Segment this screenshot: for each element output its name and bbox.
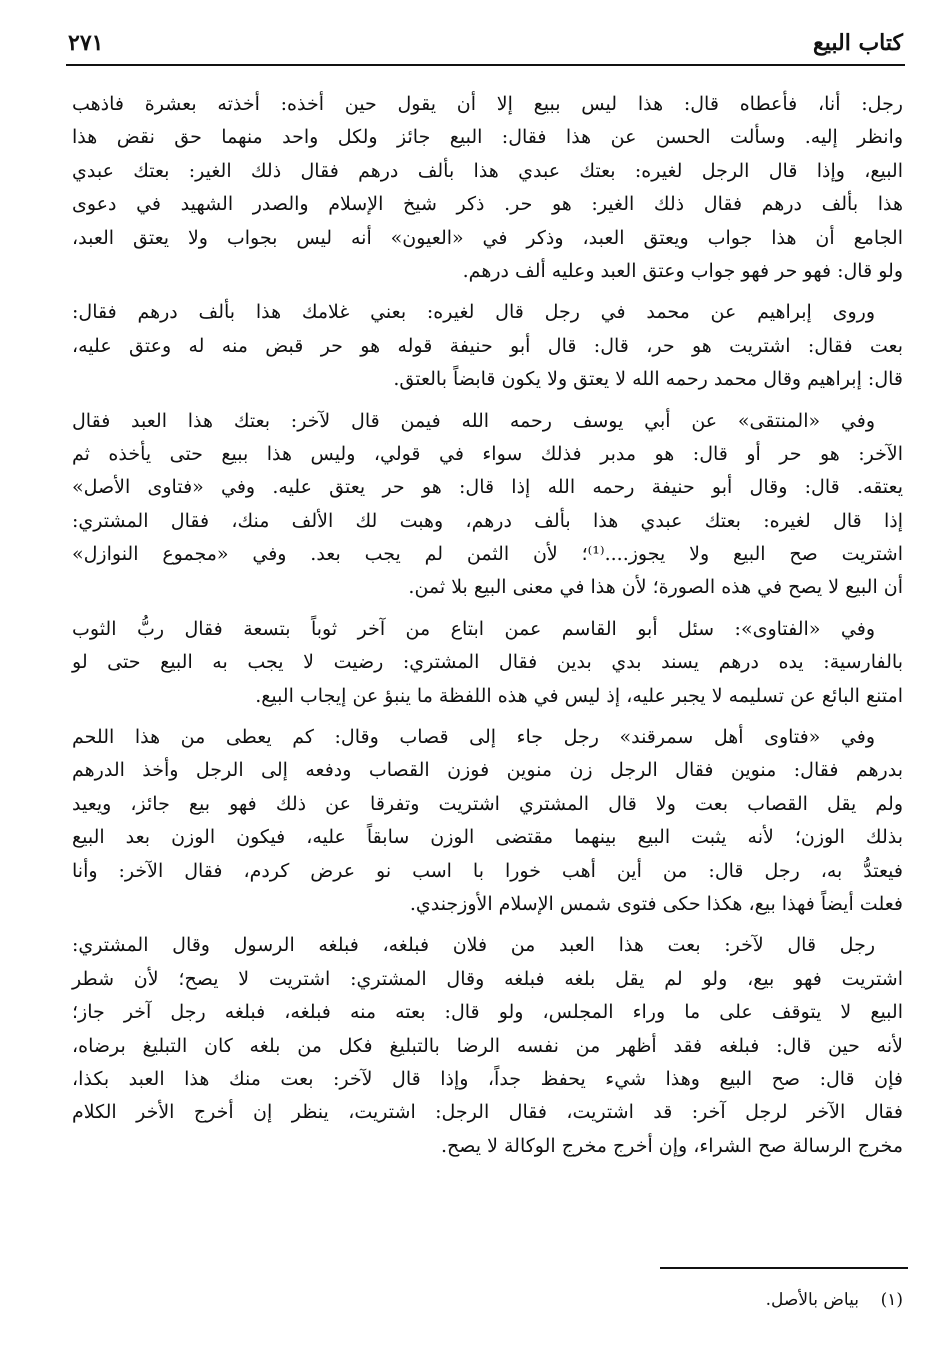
text-line: امتنع البائع عن تسليمه لا يجبر عليه، إذ ليس في هذه اللفظة ما ينبؤ عن إيجاب البيع. bbox=[255, 684, 903, 707]
text-line: يعتقه. قال: وقال أبو حنيفة رحمه الله إذا قال: هو حر يعتق عليه. وفي «فتاوى الأصل» bbox=[72, 476, 903, 499]
paragraph bbox=[72, 613, 903, 713]
text-line: البيع، وإذا قال الرجل لغيره: بعتك عبدي هذا بألف درهم فقال ذلك الغير: بعتك عبدي bbox=[72, 159, 903, 182]
text-line: وفي «المنتقى» عن أبي يوسف رحمه الله فيمن قال لآخر: بعتك هذا العبد فقال bbox=[72, 409, 875, 432]
text-line: وروى إبراهيم عن محمد في رجل قال لغيره: بعني غلامك هذا بألف درهم فقال: bbox=[72, 301, 875, 324]
text-line: لأنه حين قال: فبلغه فقد أظهر من نفسه الرضا بالتبليغ فكل من بلغه كان التبليغ برضاه، bbox=[72, 1034, 903, 1057]
text-line: أن البيع لا يصح في هذه الصورة؛ لأن هذا في معنى البيع بلا ثمن. bbox=[408, 576, 903, 599]
paragraph bbox=[72, 296, 903, 396]
text-line: وانظر إليه. وسألت الحسن عن هذا فقال: البيع جائز ولكل واحد منهما حق نقض هذا bbox=[72, 126, 903, 149]
paragraph bbox=[72, 88, 903, 288]
footnote-rule bbox=[660, 1267, 908, 1269]
text-line: اشتريت فهو بيع، ولو لم يقل بلغه فبلغه وقال المشتري: اشتريت لا يصح؛ لأن شطر bbox=[72, 967, 903, 990]
text-line: إذا قال لغيره: بعتك عبدي هذا بألف درهم، وهبت لك الألف منك، فقال المشتري: bbox=[72, 509, 903, 532]
footnote bbox=[766, 1290, 903, 1310]
page-number: ٢٧١ bbox=[68, 30, 104, 56]
text-line: فقال الآخر لرجل آخر: قد اشتريت، فقال الرجل: اشتريت، ينظر إن أخرج الأخر الكلام bbox=[72, 1101, 903, 1124]
text-line: فإن قال: صح البيع وهذا شيء يحفظ جداً، وإذا قال لآخر: بعت منك هذا العبد بكذا، bbox=[72, 1067, 903, 1090]
text-line: الجامع أن هذا جواب ويعتق العبد، وذكر في «العيون» أنه ليس بجواب ولا يعتق العبد، bbox=[72, 226, 903, 249]
text-line: هذا بألف درهم فقال ذلك الغير: هو حر. ذكر شيخ الإسلام والصدر الشهيد في دعوى bbox=[72, 193, 903, 216]
text-line: اشتريت صح البيع ولا يجوز....⁽¹⁾؛ لأن الثمن لم يجب بعد. وفي «مجموع النوازل» bbox=[72, 543, 904, 566]
text-line: فعلت أيضاً فهذا بيع، هكذا حكى فتوى شمس الإسلام الأوزجندي. bbox=[409, 892, 903, 915]
text-line: وفي «الفتاوى»: سئل أبو القاسم عمن ابتاع من آخر ثوباً بتسعة فقال ربُّ الثوب bbox=[72, 617, 875, 640]
text-line: ولم يقل القصاب بعت ولا قال المشتري اشتريت وتفرقا عن ذلك فهو بيع جائز، ويعيد bbox=[72, 792, 903, 815]
footnote-text: بياض بالأصل. bbox=[765, 1290, 859, 1310]
header-rule bbox=[66, 64, 905, 66]
text-line: البيع لا يتوقف على ما وراء المجلس، ولو قال: بعته منه فبلغه، فبلغه رجل آخر جاز؛ bbox=[72, 1001, 903, 1024]
text-line: بذلك الوزن؛ لأنه يثبت البيع بينهما مقتضى الوزن سابقاً عليه، فيكون الوزن بعد البيع bbox=[72, 826, 903, 849]
running-header bbox=[68, 28, 903, 62]
footnote-number: (١) bbox=[880, 1290, 903, 1310]
text-line: رجل: أنا، فأعطاه قال: هذا ليس ببيع إلا أن يقول حين أخذه: أخذته بعشرة فاذهب bbox=[72, 93, 903, 115]
paragraph bbox=[72, 405, 903, 605]
text-line: بالفارسية: يده درهم يسند بدي بدين فقال المشتري: رضيت لا يجب به البيع حتى لو bbox=[72, 651, 903, 674]
text-line: قال: إبراهيم وقال محمد رحمه الله لا يعتق ولا يكون قابضاً بالعتق. bbox=[393, 368, 903, 391]
chapter-title: كتاب البيع bbox=[813, 30, 903, 56]
paragraph bbox=[72, 721, 903, 921]
text-line: رجل قال لآخر: بعت هذا العبد من فلان فبلغه، فبلغه الرسول وقال المشتري: bbox=[72, 934, 875, 957]
text-line: بعت فقال: اشتريت هو حر، قال: قال أبو حنيفة قوله هو حر قبض منه له وعتق عليه، bbox=[72, 334, 903, 357]
text-line: بدرهم فقال: منوين فقال الرجل زن منوين فوزن القصاب ودفعه إلى الرجل وأخذ الدرهم bbox=[72, 759, 903, 782]
body-text bbox=[72, 88, 903, 1171]
text-line: ولو قال: فهو حر فهو جواب وعتق العبد وعليه ألف درهم. bbox=[462, 259, 903, 282]
text-line: الآخر: هو حر أو قال: هو مدبر فذلك سواء في قولي، وليس هذا ببيع حتى يأخذه ثم bbox=[72, 442, 903, 465]
paragraph bbox=[72, 929, 903, 1163]
text-line: مخرج الرسالة صح الشراء، وإن أخرج مخرج الوكالة لا يصح. bbox=[441, 1134, 903, 1157]
text-line: وفي «فتاوى أهل سمرقند» رجل جاء إلى قصاب وقال: كم يعطى من هذا اللحم bbox=[72, 726, 875, 749]
text-line: فيعتدُّ به، رجل قال: من أين أهب خورا با اسب نو عرض كردم، فقال الآخر: وأنا bbox=[72, 859, 903, 882]
